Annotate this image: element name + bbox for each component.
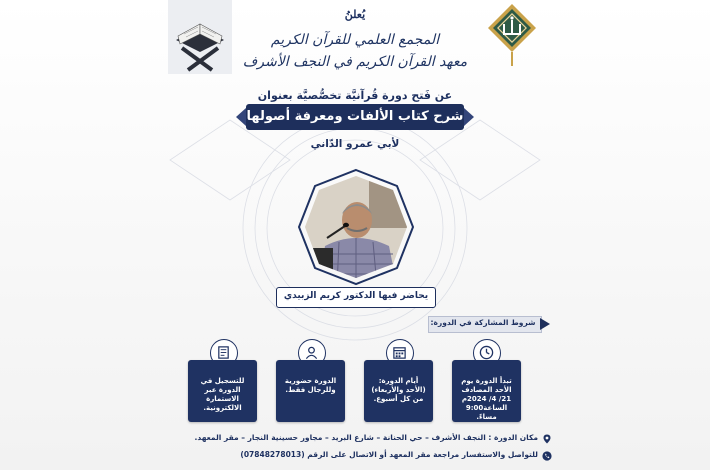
course-subtitle: لأبي عمرو الدّاني	[310, 138, 400, 150]
lecturer-name: يحاضر فيها الدكتور كريم الزبيدي	[283, 291, 429, 301]
card-text-course-days: أيام الدورة: (الأحد والأربعاء) من كل أسبوع.	[371, 377, 426, 403]
lecturer-ribbon	[276, 287, 436, 308]
info-card-start-date	[452, 360, 521, 422]
conditions-tab	[428, 316, 550, 331]
conditions-label: شروط المشاركة في الدورة:	[430, 318, 536, 327]
intro-text: عن فَتح دورة قُرآنيَّة تخصُّصيَّة بعنوان	[257, 89, 453, 102]
info-card-course-days	[364, 360, 433, 422]
institute-name-line-2: معهد القرآن الكريم في النجف الأشرف	[242, 54, 468, 70]
institute-name-line-1: المجمع العلمي للقرآن الكريم	[270, 32, 440, 48]
lecturer-photo	[297, 168, 415, 286]
card-text-start-date: تبدأ الدورة يوم الأحد المصادف 21/ 4/ 2024م الساعة9:00 مساءً.	[461, 377, 512, 421]
course-title: شرح كتاب الألفات ومعرفة أصولها	[246, 109, 464, 124]
phone-icon	[542, 451, 552, 461]
location-pin-icon	[542, 434, 552, 444]
card-text-registration: للتسجيل في الدورة عبر الاستمارة الالكترونية.	[200, 377, 245, 412]
course-title-ribbon	[236, 104, 474, 130]
info-card-attendance	[276, 360, 345, 422]
announce-heading: يُعلنُ	[344, 8, 366, 21]
contact-info: للتواصل والاستفسار مراجعة مقر المعهد أو الاتصال على الرقم (07848278013)	[240, 450, 538, 459]
info-card-registration	[188, 360, 257, 422]
course-location: مكان الدورة : النجف الأشرف – حي الحنانة – شارع البريد – مجاور حسينية النجار – مقر المعهد.	[194, 433, 538, 442]
card-text-attendance: الدورة حضورية وللرجال فقط.	[284, 377, 337, 394]
